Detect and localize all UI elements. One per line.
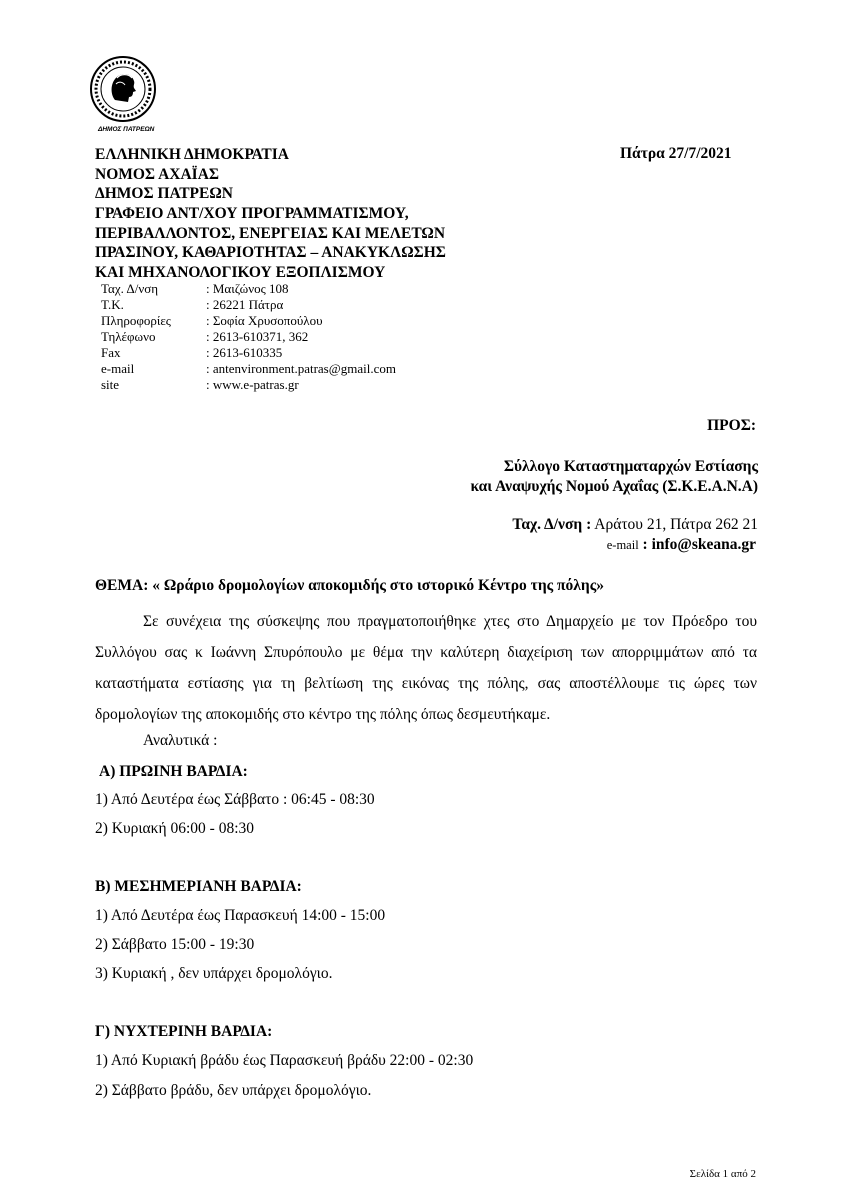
contact-key: Ταχ. Δ/νση xyxy=(101,281,159,296)
recipient-to-label: ΠΡΟΣ: xyxy=(707,417,756,434)
header-line-3: ΔΗΜΟΣ ΠΑΤΡΕΩΝ xyxy=(95,185,233,202)
recipient-address-label: Ταχ. Δ/νση : xyxy=(512,516,592,533)
shift-item: 2) Κυριακή 06:00 - 08:30 xyxy=(95,820,254,837)
contact-value: : 2613-610335 xyxy=(206,345,283,360)
recipient-address xyxy=(512,516,758,534)
contact-key: Πληροφορίες xyxy=(101,313,171,328)
shift-title-night: Γ) ΝΥΧΤΕΡΙΝΗ ΒΑΡΔΙΑ: xyxy=(95,1023,273,1040)
body-paragraph: Σε συνέχεια της σύσκεψης που πραγματοποιήθηκε χτες στο Δημαρχείο με τον Πρόεδρο του Συλλόγου σας κ Ιωάννη Σπυρόπουλο με θέμα την καλύτερη διαχείριση των απορριμμάτων από τα καταστήματα εστίασης για τη βελτίωση της εικόνας της πόλης, σας αποστέλλουμε τις ώρες των δρομολογίων της αποκομιδής στο κέντρο της πόλης όπως δεσμευτήκαμε. xyxy=(95,613,757,723)
contact-value: : 26221 Πάτρα xyxy=(206,297,284,312)
shift-title-midday: Β) ΜΕΣΗΜΕΡΙΑΝΗ ΒΑΡΔΙΑ: xyxy=(95,878,302,895)
shift-item: 2) Σάββατο 15:00 - 19:30 xyxy=(95,936,255,953)
contact-key: Τηλέφωνο xyxy=(101,329,156,344)
shift-item: 1) Από Κυριακή βράδυ έως Παρασκευή βράδυ 22:00 - 02:30 xyxy=(95,1052,474,1069)
header-line-7: ΚΑΙ ΜΗΧΑΝΟΛΟΓΙΚΟΥ ΕΞΟΠΛΙΣΜΟΥ xyxy=(95,264,386,281)
contact-row xyxy=(101,297,396,313)
contact-value: : Σοφία Χρυσοπούλου xyxy=(206,313,323,328)
contact-email[interactable]: : antenvironment.patras@gmail.com xyxy=(206,361,396,376)
page-number: Σελίδα 1 από 2 xyxy=(689,1168,756,1180)
detail-label: Αναλυτικά : xyxy=(143,732,218,749)
contact-key: Τ.Κ. xyxy=(101,297,124,312)
recipient-address-value: Αράτου 21, Πάτρα 262 21 xyxy=(591,516,758,533)
contact-value: : Μαιζώνος 108 xyxy=(206,281,289,296)
contact-key: Fax xyxy=(101,345,121,360)
recipient-email-value[interactable]: : info@skeana.gr xyxy=(638,536,756,553)
shift-item: 1) Από Δευτέρα έως Παρασκευή 14:00 - 15:00 xyxy=(95,907,386,924)
contact-key: site xyxy=(101,377,120,392)
contact-row xyxy=(101,313,396,329)
contact-row xyxy=(101,281,396,297)
header-line-2: ΝΟΜΟΣ ΑΧΑΪΑΣ xyxy=(95,166,220,183)
shift-item: 3) Κυριακή , δεν υπάρχει δρομολόγιο. xyxy=(95,965,333,982)
shift-title-morning: Α) ΠΡΩΙΝΗ ΒΑΡΔΙΑ: xyxy=(99,763,248,780)
contact-table xyxy=(101,281,396,393)
contact-row xyxy=(101,361,396,377)
contact-row xyxy=(101,329,396,345)
shift-item: 2) Σάββατο βράδυ, δεν υπάρχει δρομολόγιο. xyxy=(95,1082,372,1099)
header-line-1: ΕΛΛΗΝΙΚΗ ΔΗΜΟΚΡΑΤΙΑ xyxy=(95,146,289,163)
recipient-name-line-1: Σύλλογο Καταστηματαρχών Εστίασης xyxy=(503,458,758,475)
contact-row xyxy=(101,345,396,361)
subject-line: ΘΕΜΑ: « Ωράριο δρομολογίων αποκομιδής στο ιστορικό Κέντρο της πόλης» xyxy=(95,577,604,594)
contact-site[interactable]: : www.e-patras.gr xyxy=(206,377,299,392)
header-line-6: ΠΡΑΣΙΝΟΥ, ΚΑΘΑΡΙΟΤΗΤΑΣ – ΑΝΑΚΥΚΛΩΣΗΣ xyxy=(95,244,446,261)
contact-row xyxy=(101,377,396,393)
contact-key: e-mail xyxy=(101,361,135,376)
header-line-5: ΠΕΡΙΒΑΛΛΟΝΤΟΣ, ΕΝΕΡΓΕΙΑΣ ΚΑΙ ΜΕΛΕΤΩΝ xyxy=(95,225,446,242)
recipient-email xyxy=(607,536,756,554)
municipality-logo xyxy=(88,54,158,142)
logo-caption: ΔΗΜΟΣ ΠΑΤΡΕΩΝ xyxy=(98,126,155,133)
recipient-name-line-2: και Αναψυχής Νομού Αχαΐας (Σ.Κ.Ε.Α.Ν.Α) xyxy=(470,478,758,495)
recipient-email-label: e-mail xyxy=(606,538,639,552)
shift-item: 1) Από Δευτέρα έως Σάββατο : 06:45 - 08:30 xyxy=(95,791,375,808)
header-line-4: ΓΡΑΦΕΙΟ ΑΝΤ/ΧΟΥ ΠΡΟΓΡΑΜΜΑΤΙΣΜΟΥ, xyxy=(95,205,409,222)
contact-value: : 2613-610371, 362 xyxy=(206,329,309,344)
document-date: Πάτρα 27/7/2021 xyxy=(620,145,732,162)
